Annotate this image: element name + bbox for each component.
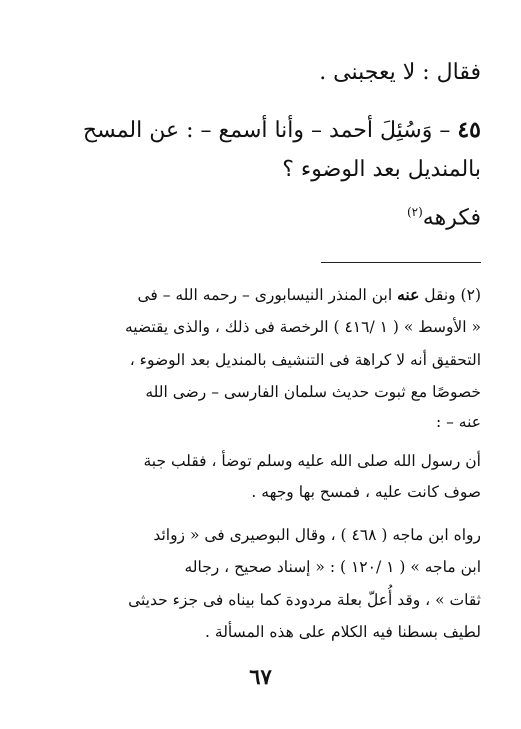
main-text-line-1-content: فقال : لا يعجبنى .	[319, 60, 481, 85]
page-number: ٦٧	[249, 664, 272, 689]
main-text-line-2	[83, 117, 481, 143]
footnote-line-11: لطيف بسطنا فيه الكلام على هذه المسألة .	[205, 623, 481, 641]
footnote-line-1-end: ابن المنذر النيسابورى – رحمه الله – فى	[137, 286, 398, 304]
main-text-line-2-content: – وَسُئِلَ أحمد – وأنا أسمع – : عن المسح	[82, 118, 451, 143]
footnote-line-1-bold: عنه	[397, 285, 420, 304]
footnote-line-1	[137, 285, 481, 304]
footnote-line-5: عنه – :	[435, 413, 481, 431]
paragraph-number: ٤٥	[457, 117, 481, 143]
footnote-line-3: التحقيق أنه لا كراهة فى التنشيف بالمنديل بعد الوضوء ،	[129, 351, 481, 369]
footnote-line-7: صوف كانت عليه ، فمسح بها وجهه .	[251, 483, 481, 501]
footnote-line-9: ابن ماجه » ( ١ /١٢٠ ) : « إسناد صحيح ، رجاله	[184, 558, 481, 576]
main-text-line-4	[407, 205, 481, 230]
main-text-line-3	[282, 157, 481, 182]
footnote-line-4: خصوصًا مع ثبوت حديث سلمان الفارسى – رضى الله	[145, 383, 481, 401]
footnote-divider	[321, 262, 481, 263]
main-text-line-4-content: فكرهه	[422, 205, 481, 231]
main-text-line-1	[319, 60, 481, 85]
footnote-line-10: ثقات » ، وقد أُعلّ بعلة مردودة كما بيناه فى جزء حديثى	[128, 591, 481, 609]
footnote-line-8: رواه ابن ماجه ( ٤٦٨ ) ، وقال البوصيرى فى « زوائد	[153, 526, 481, 544]
footnote-line-6: أن رسول الله صلى الله عليه وسلم توضأ ، فقلب جبة	[143, 452, 481, 470]
footnote-line-1-start: (٢) ونقل	[419, 286, 481, 304]
main-text-line-3-content: بالمنديل بعد الوضوء ؟	[282, 157, 481, 182]
footnote-reference: (٢)	[406, 205, 423, 219]
footnote-line-2: « الأوسط » ( ١ /٤١٦ ) الرخصة فى ذلك ، والذى يقتضيه	[124, 318, 481, 336]
